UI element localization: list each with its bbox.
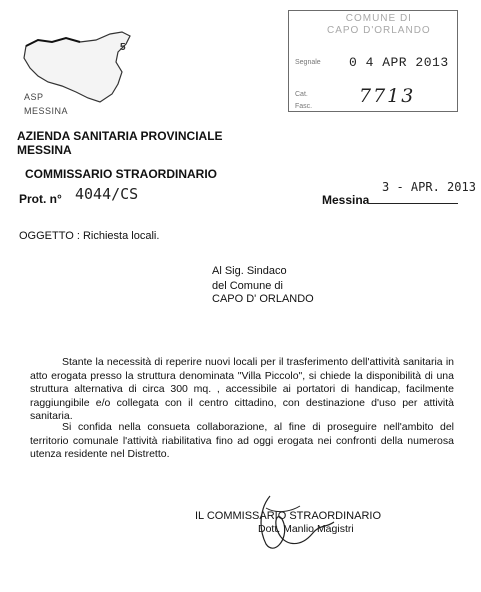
recipient-line2: del Comune di <box>212 280 283 292</box>
signature-name: Dott. Manlio Magistri <box>258 523 354 535</box>
stamp-header-line2: CAPO D'ORLANDO <box>327 25 431 36</box>
logo-line2: MESSINA <box>24 106 69 116</box>
prot-label: Prot. n° <box>19 192 62 206</box>
sicily-map-icon <box>18 28 138 120</box>
subject-line: OGGETTO : Richiesta locali. <box>19 230 160 242</box>
logo-line1: ASP <box>24 92 44 102</box>
body-paragraph-1 <box>30 356 454 424</box>
stamp-protocol-number: 7713 <box>359 85 416 107</box>
place-label: Messina <box>322 193 370 207</box>
org-name-line1: AZIENDA SANITARIA PROVINCIALE <box>17 129 223 143</box>
logo-number: 5 <box>120 42 126 53</box>
protocol-stamp <box>288 10 458 112</box>
stamp-header <box>327 13 431 37</box>
stamp-date: 0 4 APR 2013 <box>349 55 449 70</box>
stamp-header-line1: COMUNE DI <box>345 13 412 24</box>
stamp-label-cat: Cat. <box>295 91 308 98</box>
body-paragraph-2-text: Si confida nella consueta collaborazione, al fine di proseguire nell'ambito del territorio comunale l'attività riabilitativa fino ad oggi erogata nei confronti della numerosa utenza residente nel Distretto. <box>30 421 454 460</box>
date-handwritten-value: 3 - APR. 2013 <box>382 180 476 194</box>
asp-logo <box>18 28 138 120</box>
body-paragraph-1-text: Stante la necessità di reperire nuovi locali per il trasferimento dell'attività sanitaria in atto erogata presso la struttura denominata "Villa Piccolo", si chiede la disponibilità di una struttura alternativa di circa 300 mq. , accessibile ai portatori di handicap, facilmente raggiungibile e/o collegata con il centro cittadino, con destinazione d'uso per attività sanitaria. <box>30 356 454 422</box>
prot-handwritten-value: 4044/CS <box>75 185 139 203</box>
body-paragraph-2 <box>30 421 454 462</box>
stamp-label-left: Segnale <box>295 59 321 66</box>
commissario-heading: COMMISSARIO STRAORDINARIO <box>25 167 217 181</box>
recipient-line3: CAPO D' ORLANDO <box>212 293 314 305</box>
stamp-label-fasc: Fasc. <box>295 103 313 110</box>
handwritten-signature <box>230 488 350 558</box>
recipient-line1: Al Sig. Sindaco <box>212 265 287 277</box>
signature-title: IL COMMISSARIO STRAORDINARIO <box>195 510 382 522</box>
org-name-line2: MESSINA <box>17 143 72 157</box>
date-underline <box>368 203 458 204</box>
